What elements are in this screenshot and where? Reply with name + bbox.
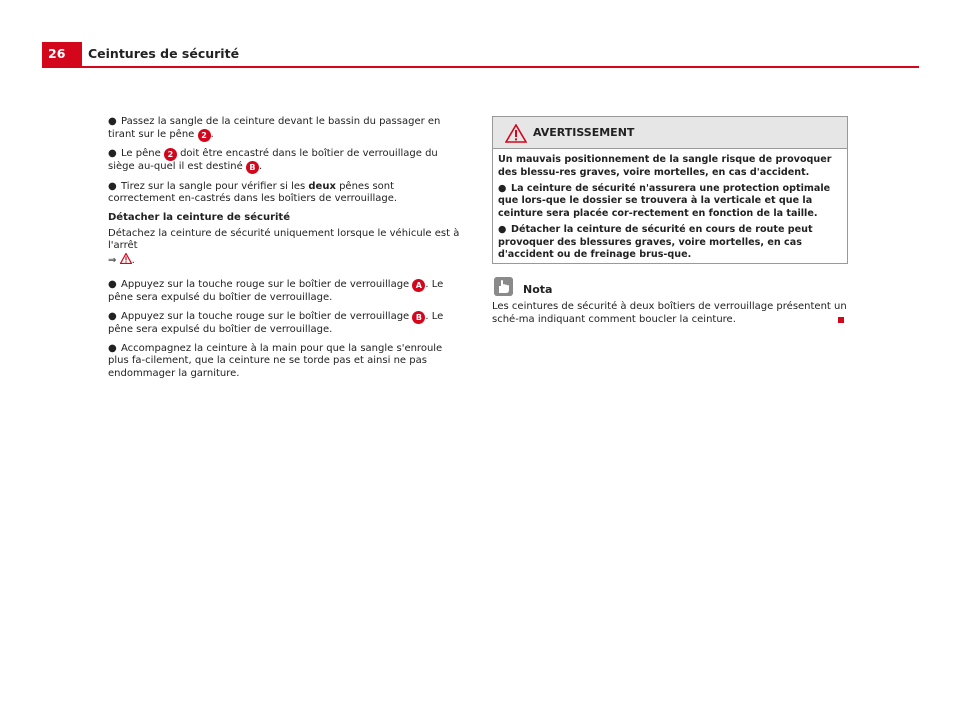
bullet-icon: ● [108, 278, 117, 290]
note-block [492, 277, 852, 326]
warning-box [492, 116, 848, 264]
note-text: Les ceintures de sécurité à deux boîtiers de verrouillage présentent un sché-ma indiquant comment boucler la ceinture. [492, 301, 847, 325]
callout-badge: 2 [164, 148, 177, 161]
warning-ref-icon[interactable] [120, 253, 132, 264]
warning-intro: Un mauvais positionnement de la sangle risque de provoquer des blessu-res graves, voire mortelles, en cas d'accident. [498, 154, 832, 178]
warning-body [493, 149, 847, 262]
list-item: ● Le pêne 2 doit être encastré dans le boîtier de verrouillage du siège au-quel il est destiné B . [108, 148, 438, 173]
list-item: ● Accompagnez la ceinture à la main pour que la sangle s'enroule plus fa-cilement, que la ceinture ne se torde pas et ainsi ne pas endommager la garniture. [108, 342, 443, 380]
page-header [42, 42, 919, 68]
paragraph: Détachez la ceinture de sécurité uniquement lorsque le véhicule est à l'arrêt ⇒ . [108, 227, 460, 267]
callout-badge: 2 [198, 129, 211, 142]
bullet-icon: ● [108, 148, 117, 160]
callout-badge: B [412, 311, 425, 324]
bullet-icon: ● [498, 223, 507, 235]
warning-header [493, 117, 847, 149]
list-item: ● La ceinture de sécurité n'assurera une protection optimale que lors-que le dossier se trouvera à la verticale et que la ceinture sera placée cor-rectement en fonction de la taille. [498, 182, 831, 219]
warning-title: AVERTISSEMENT [533, 126, 635, 139]
warning-triangle-icon [505, 124, 527, 143]
list-item: ● Détacher la ceinture de sécurité en cours de route peut provoquer des blessures graves, voire mortelles, en cas d'accident ou de freinage brus-que. [498, 223, 813, 261]
page-number: 26 [42, 42, 82, 66]
list-item: ● Passez la sangle de la ceinture devant le bassin du passager en tirant sur le pêne 2 . [108, 116, 441, 140]
bullet-icon: ● [108, 180, 117, 192]
bullet-icon: ● [498, 182, 507, 194]
callout-badge: B [246, 161, 259, 174]
bullet-icon: ● [108, 310, 117, 322]
callout-badge: A [412, 279, 425, 292]
note-hand-icon [494, 277, 513, 296]
end-marker-icon [838, 317, 844, 323]
list-item: ● Appuyez sur la touche rouge sur le boîtier de verrouillage B . Le pêne sera expulsé du boîtier de verrouillage. [108, 310, 444, 335]
header-divider [42, 66, 919, 68]
note-header [492, 277, 852, 301]
bullet-icon: ● [108, 116, 117, 127]
note-title: Nota [523, 283, 553, 296]
section-heading: Détacher la ceinture de sécurité [108, 212, 290, 224]
page-title: Ceintures de sécurité [88, 46, 240, 61]
list-item: ● Tirez sur la sangle pour vérifier si les deux pênes sont correctement en-castrés dans les boîtiers de verrouillage. [108, 180, 398, 205]
left-column [108, 116, 463, 387]
list-item: ● Appuyez sur la touche rouge sur le boîtier de verrouillage A . Le pêne sera expulsé du boîtier de verrouillage. [108, 278, 444, 303]
bullet-icon: ● [108, 342, 117, 354]
